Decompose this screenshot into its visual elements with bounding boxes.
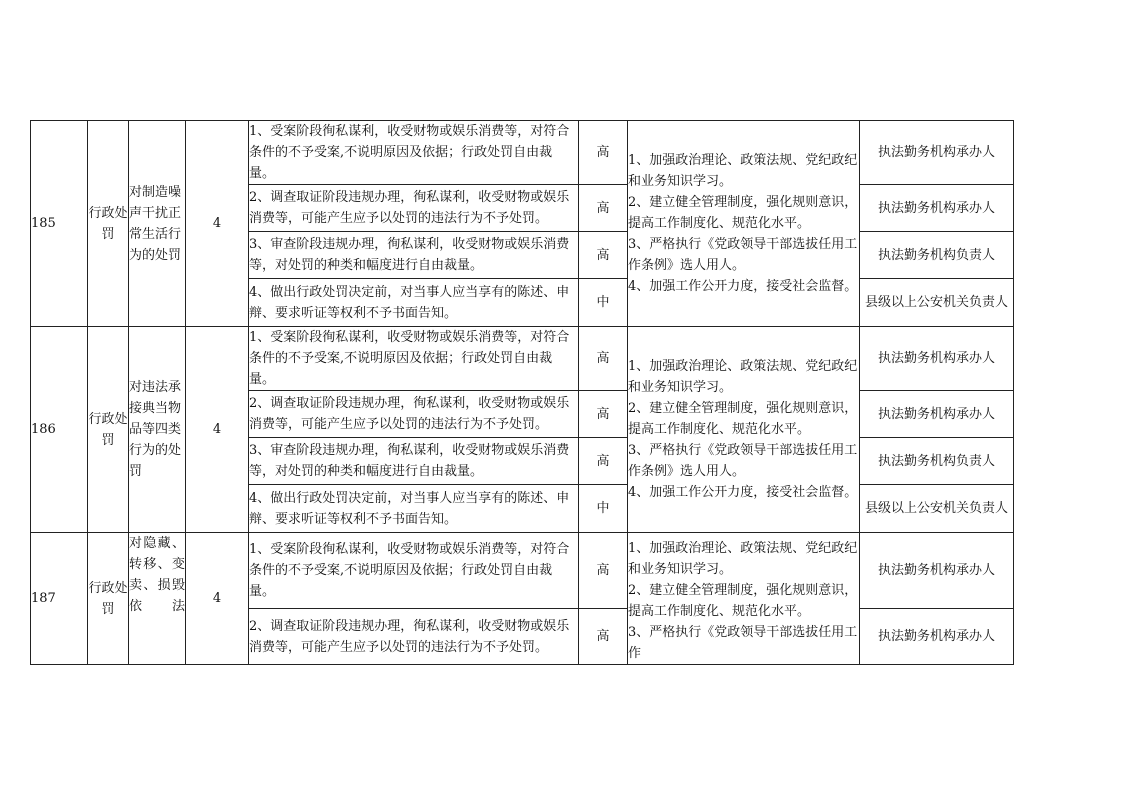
risk-degree-cell: 高 [579, 121, 628, 185]
measure-line: 1、加强政治理论、政策法规、党纪政纪和业务知识学习。 [628, 359, 858, 395]
level-cell: 4 [186, 121, 249, 327]
measure-line: 2、建立健全管理制度，强化规则意识，提高工作制度化、规范化水平。 [628, 583, 858, 619]
category-cell: 行政处罚 [88, 121, 129, 327]
responsible-cell: 执法勤务机构承办人 [860, 121, 1014, 185]
risk-degree-cell: 高 [579, 609, 628, 665]
measure-line: 4、加强工作公开力度，接受社会监督。 [628, 485, 858, 500]
table-row [31, 327, 1014, 391]
responsible-cell: 县级以上公安机关负责人 [860, 485, 1014, 533]
risk-point-cell: 1、受案阶段徇私谋利，收受财物或娱乐消费等，对符合条件的不予受案,不说明原因及依据；行政处罚自由裁量。 [249, 121, 579, 185]
category-cell: 行政处罚 [88, 533, 129, 665]
measure-line: 2、建立健全管理制度，强化规则意识，提高工作制度化、规范化水平。 [628, 401, 858, 437]
risk-degree-cell: 高 [579, 438, 628, 485]
risk-degree-cell: 高 [579, 391, 628, 438]
risk-table [30, 120, 1014, 665]
measures-cell [628, 327, 860, 533]
risk-point-cell: 4、做出行政处罚决定前，对当事人应当享有的陈述、申辩、要求听证等权利不予书面告知。 [249, 485, 579, 533]
responsible-cell: 执法勤务机构负责人 [860, 438, 1014, 485]
row-number: 185 [31, 121, 88, 327]
responsible-cell: 执法勤务机构承办人 [860, 185, 1014, 232]
risk-degree-cell: 高 [579, 327, 628, 391]
measures-cell [628, 121, 860, 327]
risk-degree-cell: 中 [579, 485, 628, 533]
risk-point-cell: 3、审查阶段违规办理，徇私谋利，收受财物或娱乐消费等，对处罚的种类和幅度进行自由裁量。 [249, 438, 579, 485]
responsible-cell: 执法勤务机构负责人 [860, 232, 1014, 279]
risk-point-cell: 2、调查取证阶段违规办理，徇私谋利，收受财物或娱乐消费等，可能产生应予以处罚的违法行为不予处罚。 [249, 609, 579, 665]
risk-point-cell: 3、审查阶段违规办理，徇私谋利，收受财物或娱乐消费等，对处罚的种类和幅度进行自由裁量。 [249, 232, 579, 279]
risk-point-cell: 2、调查取证阶段违规办理，徇私谋利，收受财物或娱乐消费等，可能产生应予以处罚的违法行为不予处罚。 [249, 391, 579, 438]
table-row [31, 533, 1014, 609]
measure-line: 4、加强工作公开力度，接受社会监督。 [628, 279, 858, 294]
row-number: 187 [31, 533, 88, 665]
risk-point-cell: 1、受案阶段徇私谋利，收受财物或娱乐消费等，对符合条件的不予受案,不说明原因及依据；行政处罚自由裁量。 [249, 327, 579, 391]
responsible-cell: 执法勤务机构承办人 [860, 327, 1014, 391]
level-cell: 4 [186, 533, 249, 665]
risk-degree-cell: 高 [579, 232, 628, 279]
item-cell: 对违法承接典当物品等四类行为的处罚 [129, 327, 186, 533]
measures-cell [628, 533, 860, 665]
level-cell: 4 [186, 327, 249, 533]
measure-line: 2、建立健全管理制度，强化规则意识，提高工作制度化、规范化水平。 [628, 195, 858, 231]
item-cell: 对隐藏、转移、变卖、损毁依法 [129, 533, 186, 665]
item-cell: 对制造噪声干扰正常生活行为的处罚 [129, 121, 186, 327]
responsible-cell: 县级以上公安机关负责人 [860, 279, 1014, 327]
measure-line: 3、严格执行《党政领导干部选拔任用工作条例》选人用人。 [628, 237, 858, 273]
measure-line: 1、加强政治理论、政策法规、党纪政纪和业务知识学习。 [628, 153, 858, 189]
risk-point-cell: 4、做出行政处罚决定前，对当事人应当享有的陈述、申辩、要求听证等权利不予书面告知。 [249, 279, 579, 327]
risk-degree-cell: 中 [579, 279, 628, 327]
risk-point-cell: 2、调查取证阶段违规办理，徇私谋利，收受财物或娱乐消费等，可能产生应予以处罚的违法行为不予处罚。 [249, 185, 579, 232]
measure-line: 3、严格执行《党政领导干部选拔任用工作 [628, 625, 858, 661]
responsible-cell: 执法勤务机构承办人 [860, 533, 1014, 609]
risk-point-cell: 1、受案阶段徇私谋利，收受财物或娱乐消费等，对符合条件的不予受案,不说明原因及依据；行政处罚自由裁量。 [249, 533, 579, 609]
responsible-cell: 执法勤务机构承办人 [860, 391, 1014, 438]
risk-degree-cell: 高 [579, 533, 628, 609]
measure-line: 3、严格执行《党政领导干部选拔任用工作条例》选人用人。 [628, 443, 858, 479]
row-number: 186 [31, 327, 88, 533]
table-row [31, 121, 1014, 185]
responsible-cell: 执法勤务机构承办人 [860, 609, 1014, 665]
measure-line: 1、加强政治理论、政策法规、党纪政纪和业务知识学习。 [628, 541, 858, 577]
risk-degree-cell: 高 [579, 185, 628, 232]
category-cell: 行政处罚 [88, 327, 129, 533]
